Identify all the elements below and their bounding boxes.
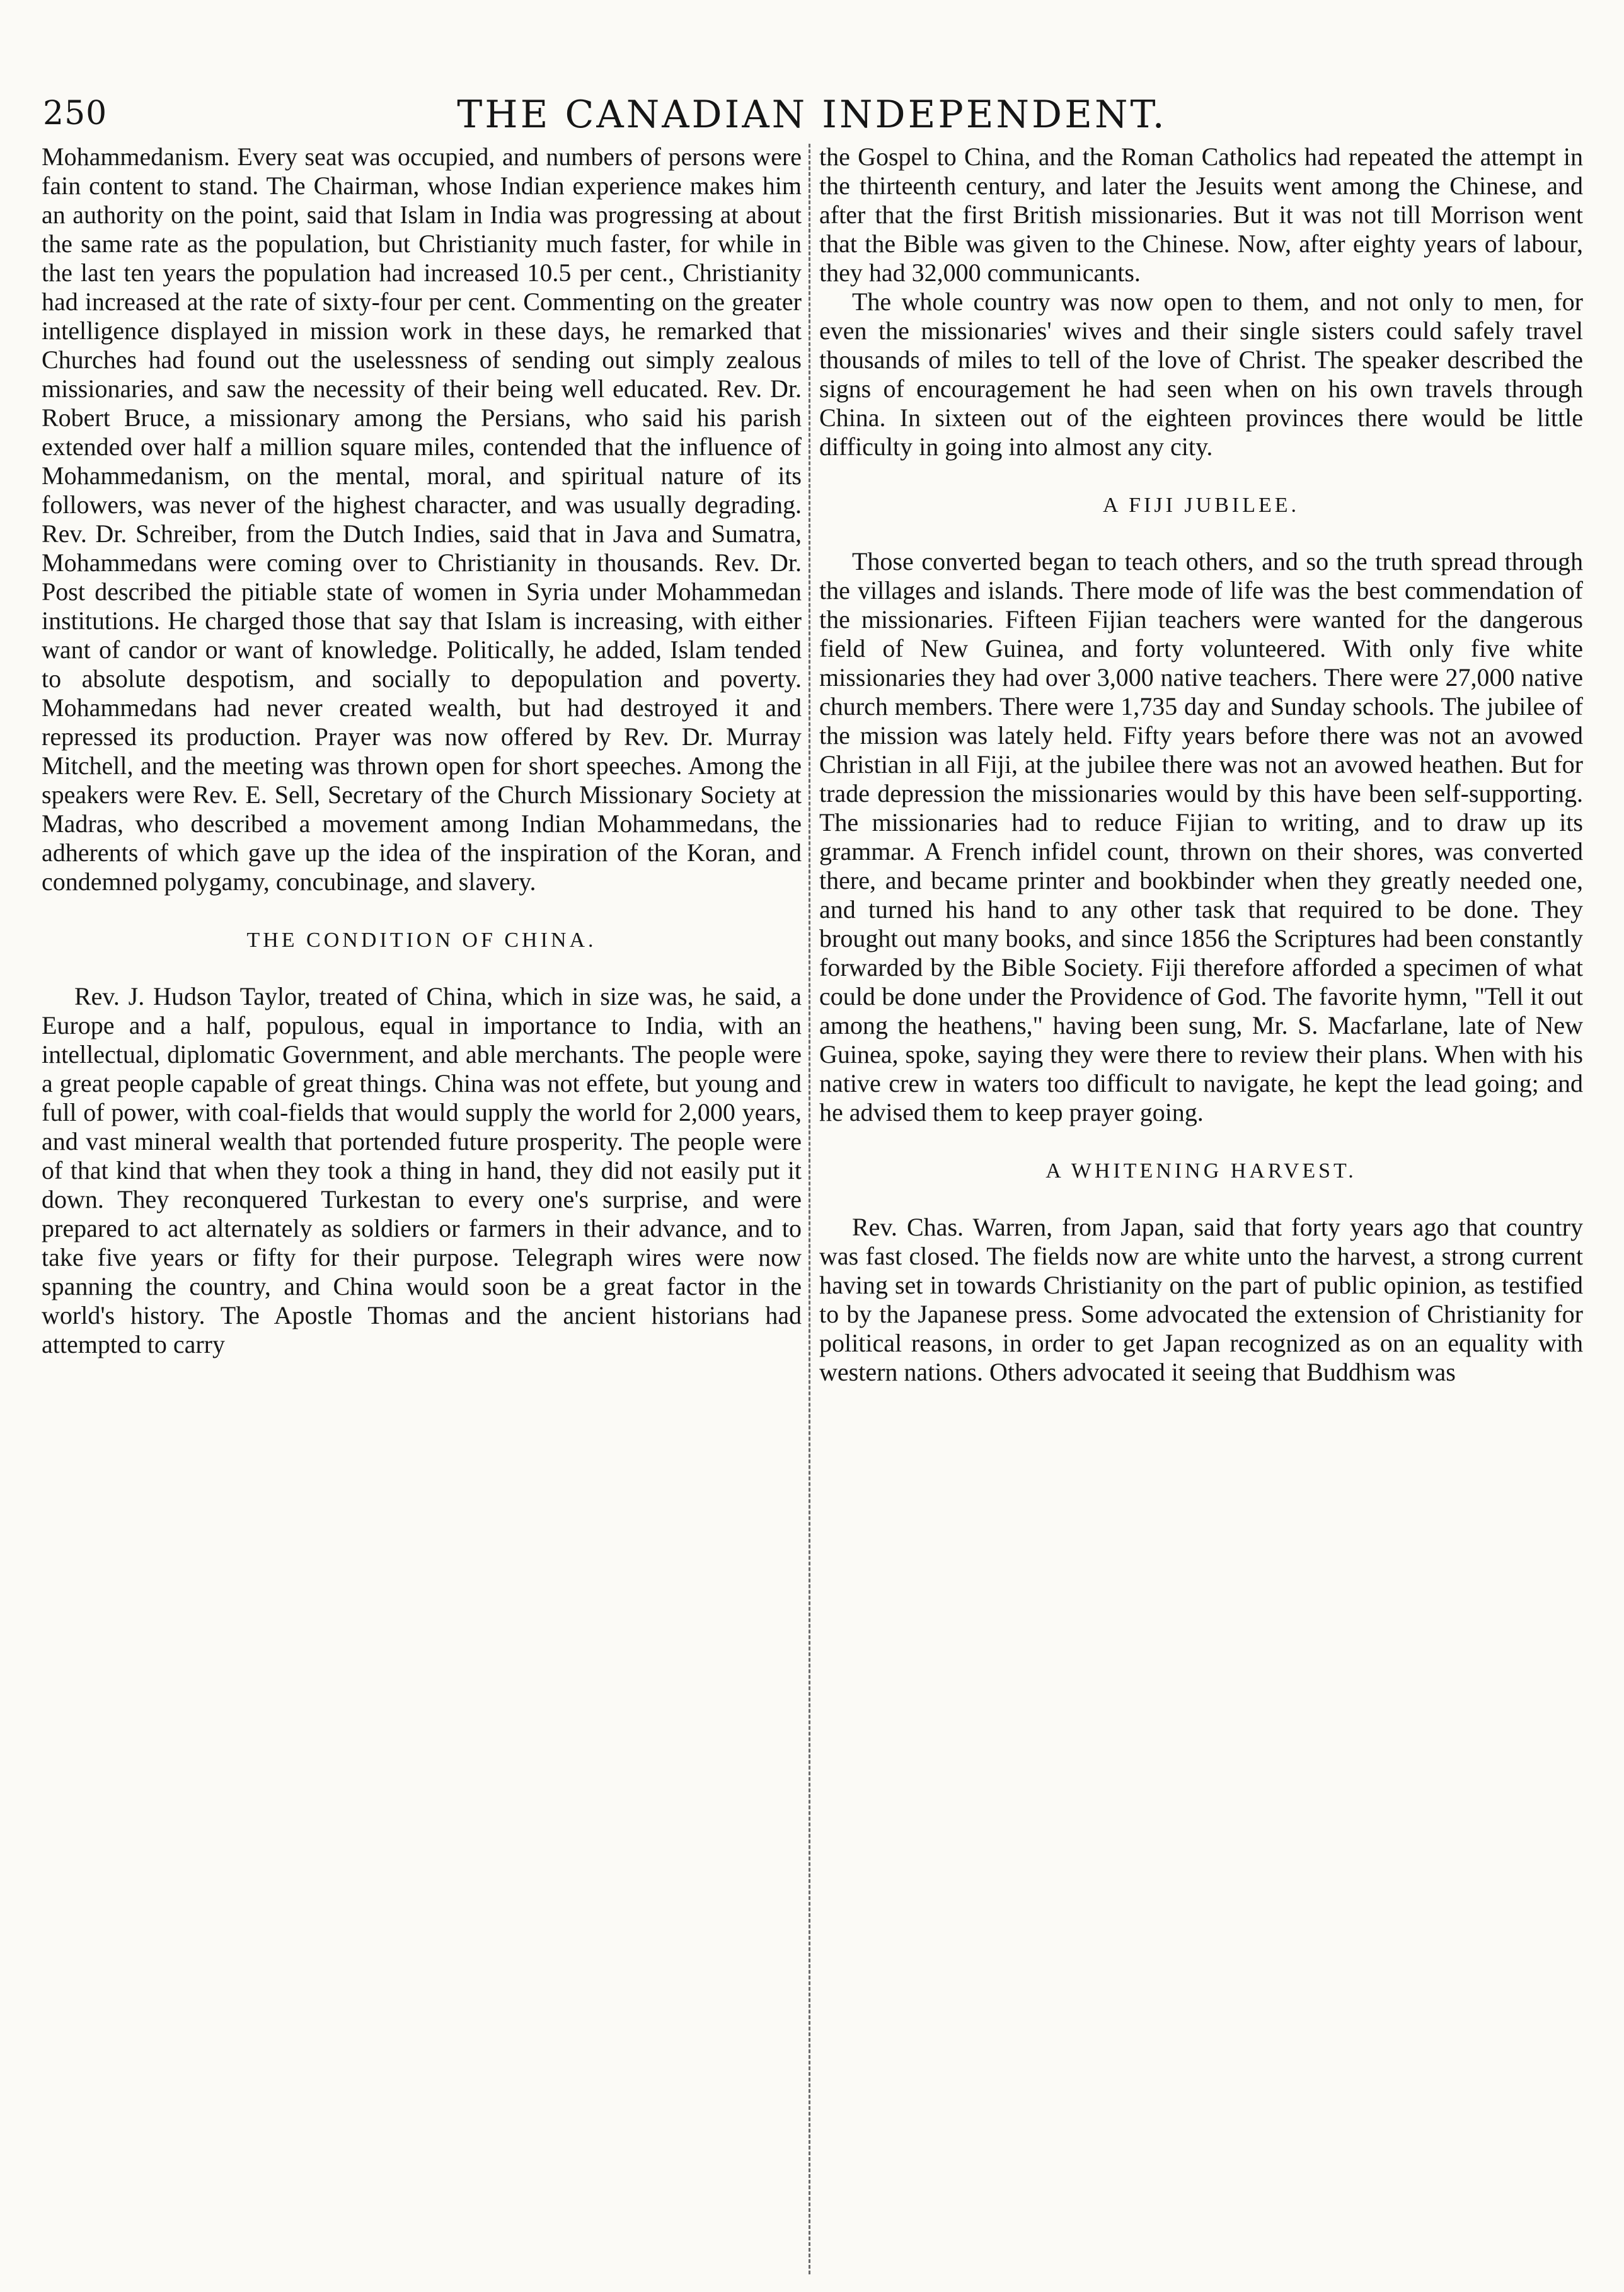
section-heading-condition-of-china: THE CONDITION OF CHINA.: [246, 929, 597, 952]
left-paragraph-hudson-taylor: Rev. J. Hudson Taylor, treated of China, which in size was, he said, a Europe and a half, populous, equal in importance to India, with an intellectual, diplomatic Government, and able merchants. The people were a great people capable of great things. China was not effete, but young and full of power, with coal-fields that would supply the world for 2,000 years, and vast mineral wealth that portended future prosperity. The people were of that kind that when they took a thing in hand, they did not easily put it down. They reconquered Turkestan to every one's surprise, and were prepared to act alternately as soldiers or farmers in their advance, and to take five years or fifty for their purpose. Telegraph wires were now spanning the country, and China would soon be a great factor in the world's history. The Apostle Thomas and the ancient historians had attempted to carry: [42, 982, 802, 1358]
left-column: [42, 142, 802, 1359]
right-paragraph-fiji: Those converted began to teach others, and so the truth spread through the villages and islands. There mode of life was the best commendation of the missionaries. Fifteen Fijian teachers were wanted for the dangerous field of New Guinea, and forty volunteered. With only five white missionaries they had over 3,000 native teachers. There were 27,000 native church members. There were 1,735 day and Sunday schools. The jubilee of the mission was lately held. Fifty years before there was not an avowed Christian in all Fiji, at the jubilee there was not an avowed heathen. But for trade depression the missionaries would by this have been self-supporting. The missionaries had to reduce Fijian to writing, and to draw up its grammar. A French infidel count, thrown on their shores, was converted there, and became printer and bookbinder when they greatly needed one, and turned his hand to any other task that required to be done. They brought out many books, and since 1856 the Scriptures had been constantly forwarded by the Bible Society. Fiji therefore afforded a specimen of what could be done under the Providence of God. The favorite hymn, "Tell it out among the heathens," having been sung, Mr. S. Macfarlane, late of New Guinea, spoke, saying they were there to review their plans. When with his native crew in waters too difficult to navigate, he kept the lead going; and he advised them to keep prayer going.: [819, 547, 1583, 1126]
right-column: [819, 142, 1583, 1387]
right-paragraph-gospel-to-china: the Gospel to China, and the Roman Catholics had repeated the attempt in the thirteenth century, and later the Jesuits went among the Chinese, and after that the first British missionaries. But it was not till Morrison went that the Bible was given to the Chinese. Now, after eighty years of labour, they had 32,000 communicants.: [819, 142, 1583, 287]
page-number: 250: [43, 95, 108, 132]
section-heading-fiji-jubilee: A FIJI JUBILEE.: [1102, 494, 1300, 517]
column-divider: [809, 144, 810, 2274]
section-heading-whitening-harvest: A WHITENING HARVEST.: [1045, 1159, 1357, 1183]
right-paragraph-whole-country: The whole country was now open to them, and not only to men, for even the missionaries' wives and their single sisters could safely travel thousands of miles to tell of the love of Christ. The speaker described the signs of encouragement he had seen when on his own travels through China. In sixteen out of the eighteen provinces there would be little difficulty in going into almost any city.: [819, 287, 1583, 461]
left-paragraph-mohammedanism: Mohammedanism. Every seat was occupied, and numbers of persons were fain content to stand. The Chairman, whose Indian experience makes him an authority on the point, said that Islam in India was progressing at about the same rate as the population, but Christianity much faster, for while in the last ten years the population had increased 10.5 per cent., Christianity had increased at the rate of sixty-four per cent. Commenting on the greater intelligence displayed in mission work in these days, he remarked that Churches had found out the uselessness of sending out simply zealous missionaries, and saw the necessity of their being well educated. Rev. Dr. Robert Bruce, a missionary among the Persians, who said his parish extended over half a million square miles, contended that the influence of Mohammedanism, on the mental, moral, and spiritual nature of its followers, was never of the highest character, and was usually degrading. Rev. Dr. Schreiber, from the Dutch Indies, said that in Java and Sumatra, Mohammedans were coming over to Christianity in thousands. Rev. Dr. Post described the pitiable state of women in Syria under Mohammedan institutions. He charged those that say that Islam is increasing, with either want of candor or want of knowledge. Politically, he added, Islam tended to absolute despotism, and socially to depopulation and poverty. Mohammedans had never created wealth, but had destroyed it and repressed its production. Prayer was now offered by Rev. Dr. Murray Mitchell, and the meeting was thrown open for short speeches. Among the speakers were Rev. E. Sell, Secretary of the Church Missionary Society at Madras, who described a movement among Indian Mohammedans, the adherents of which gave up the idea of the inspiration of the Koran, and condemned polygamy, concubinage, and slavery.: [42, 142, 802, 896]
right-paragraph-japan: Rev. Chas. Warren, from Japan, said that forty years ago that country was fast closed. The fields now are white unto the harvest, a strong current having set in towards Christianity on the part of public opinion, as testified to by the Japanese press. Some advocated the extension of Christianity for political reasons, in order to get Japan recognized as on an equality with western nations. Others advocated it seeing that Buddhism was: [819, 1213, 1583, 1386]
running-title: THE CANADIAN INDEPENDENT.: [457, 93, 1167, 137]
